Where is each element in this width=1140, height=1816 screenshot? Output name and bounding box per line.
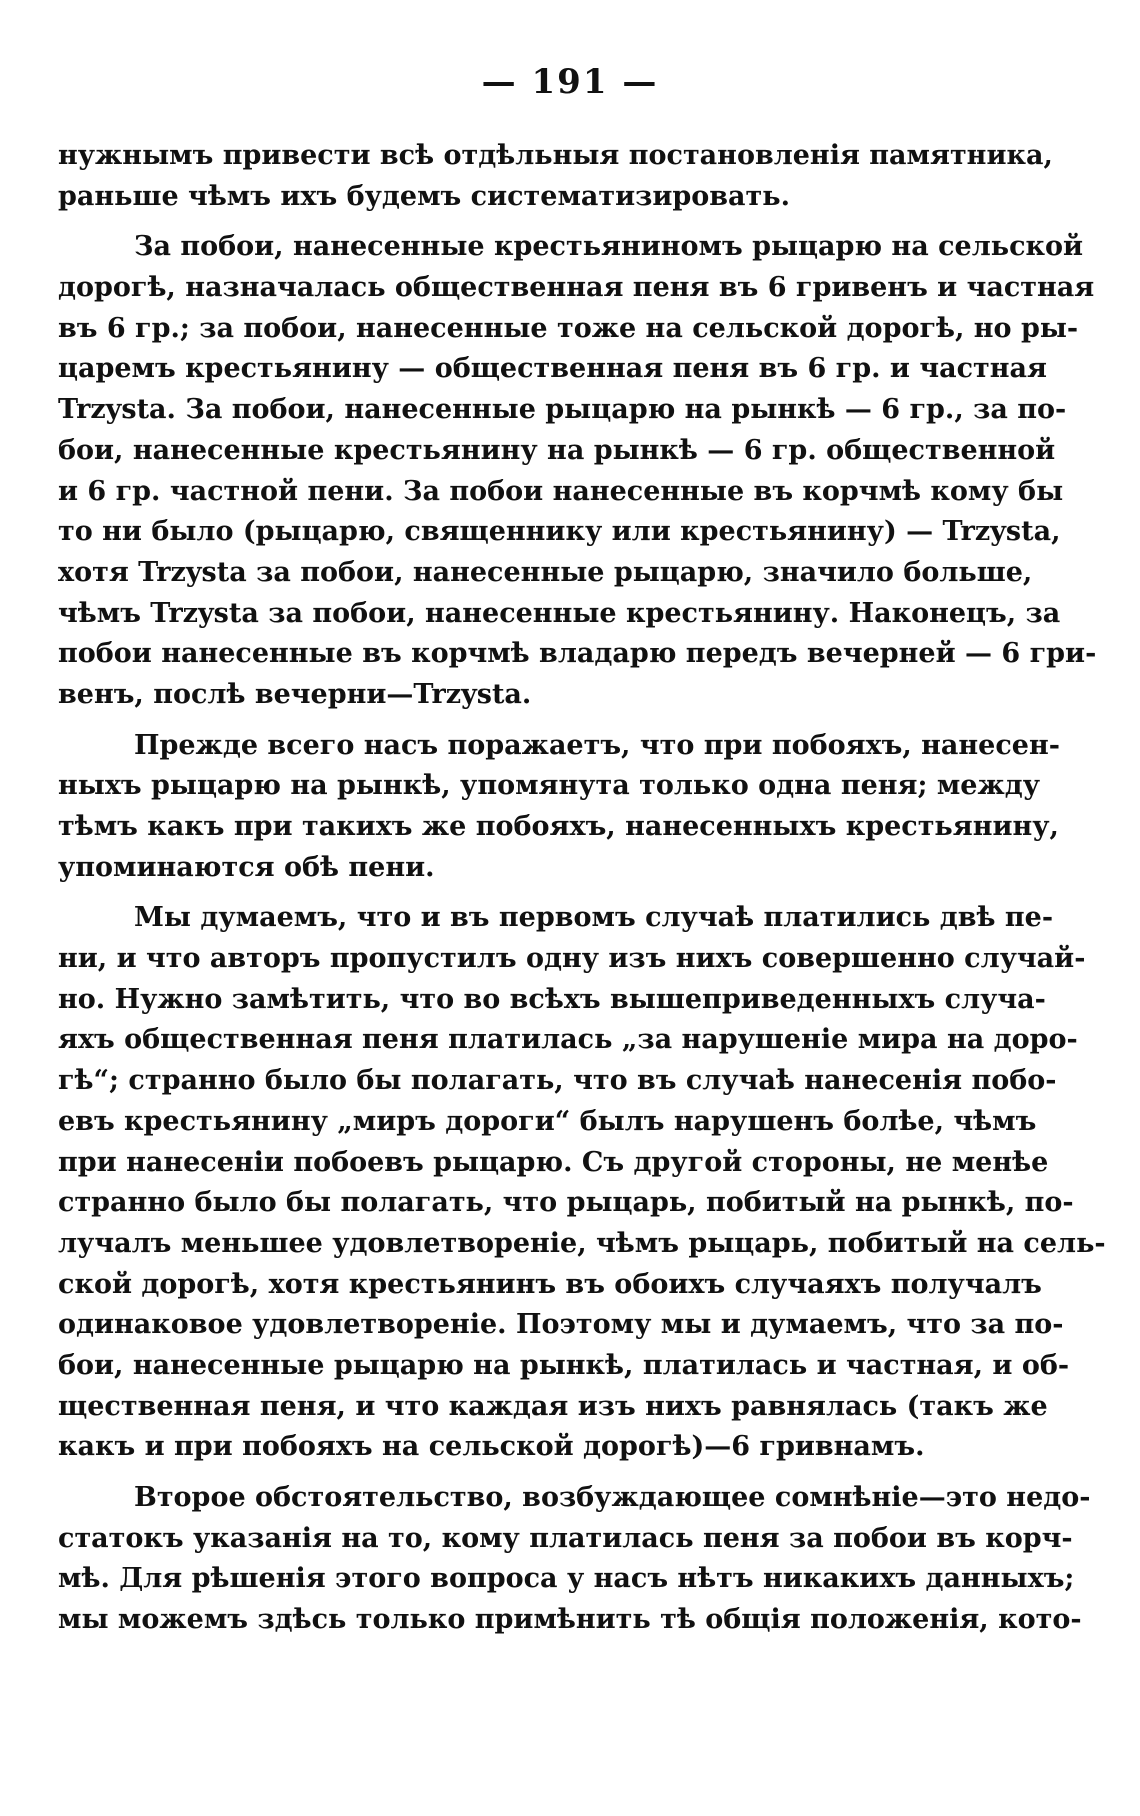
- text-line: но. Нужно замѣтить, что во всѣхъ вышеприведенныхъ случа-: [58, 983, 1046, 1015]
- paragraph-gap: [58, 716, 978, 726]
- text-line: въ 6 гр.; за побои, нанесенные тоже на сельской дорогѣ, но ры-: [58, 312, 1079, 344]
- text-line: мы можемъ здѣсь только примѣнить тѣ общія положенія, кото-: [58, 1604, 1082, 1636]
- paragraph: [58, 898, 1106, 1468]
- paragraph: [58, 136, 1053, 217]
- text-line: гѣ“; странно было бы полагать, что въ случаѣ нанесенія побо-: [58, 1065, 1057, 1097]
- text-line: тѣмъ какъ при такихъ же побояхъ, нанесенныхъ крестьянину,: [58, 811, 1059, 842]
- text-line: За побои, нанесенные крестьяниномъ рыцарю на сельской: [134, 231, 1084, 263]
- text-line: то ни было (рыцарю, священнику или крестьянину) — Trzysta,: [58, 516, 1061, 548]
- text-line: Второе обстоятельство, возбуждающее сомнѣніе—это недо-: [134, 1482, 1091, 1513]
- text-line: ныхъ рыцарю на рынкѣ, упомянута только одна пеня; между: [58, 770, 1041, 802]
- text-line: бои, нанесенные рыцарю на рынкѣ, платилась и частная, и об-: [58, 1349, 1070, 1381]
- text-line: статокъ указанія на то, кому платилась пеня за побои въ корч-: [58, 1522, 1073, 1554]
- text-line: царемъ крестьянину — общественная пеня въ 6 гр. и частная: [58, 353, 1047, 385]
- paragraph: [58, 227, 1097, 715]
- text-line: венъ, послѣ вечерни—Trzysta.: [58, 678, 532, 710]
- text-line: и 6 гр. частной пени. За побои нанесенные въ корчмѣ кому бы: [58, 475, 1064, 507]
- text-line: Trzysta. За побои, нанесенные рыцарю на рынкѣ — 6 гр., за по-: [58, 394, 1067, 426]
- paragraph-gap: [58, 217, 978, 227]
- text-line: какъ и при побояхъ на сельской дорогѣ)—6 гривнамъ.: [58, 1431, 925, 1463]
- text-line: ни, и что авторъ пропустилъ одну изъ нихъ совершенно случай-: [58, 943, 1086, 975]
- text-line: лучалъ меньшее удовлетвореніе, чѣмъ рыцарь, побитый на сель-: [58, 1227, 1106, 1259]
- text-line: чѣмъ Trzysta за побои, нанесенные крестьянину. Наконецъ, за: [58, 597, 1061, 629]
- text-line: упоминаются обѣ пени.: [58, 851, 435, 883]
- text-line: щественная пеня, и что каждая изъ нихъ равнялась (такъ же: [58, 1390, 1048, 1422]
- text-line: Прежде всего насъ поражаетъ, что при побояхъ, нанесен-: [134, 729, 1060, 761]
- page-number: — 191 —: [481, 62, 659, 102]
- paragraph-gap: [58, 888, 978, 898]
- paragraph: [58, 1478, 1091, 1641]
- text-line: евъ крестьянину „миръ дороги“ былъ нарушенъ болѣе, чѣмъ: [58, 1105, 1037, 1137]
- paragraph: [58, 726, 1060, 889]
- text-line: странно было бы полагать, что рыцарь, побитый на рынкѣ, по-: [58, 1187, 1074, 1219]
- text-line: одинаковое удовлетвореніе. Поэтому мы и думаемъ, что за по-: [58, 1309, 1064, 1341]
- text-line: Мы думаемъ, что и въ первомъ случаѣ платились двѣ пе-: [134, 902, 1054, 934]
- body-text: [58, 136, 1106, 1641]
- text-line: ской дорогѣ, хотя крестьянинъ въ обоихъ случаяхъ получалъ: [58, 1268, 1042, 1300]
- text-line: раньше чѣмъ ихъ будемъ систематизировать.: [58, 180, 791, 212]
- text-line: дорогѣ, назначалась общественная пеня въ 6 гривенъ и частная: [58, 272, 1095, 304]
- text-line: нужнымъ привести всѣ отдѣльныя постановленія памятника,: [58, 140, 1053, 171]
- text-line: побои нанесенные въ корчмѣ владарю передъ вечерней — 6 гри-: [58, 638, 1097, 670]
- text-line: бои, нанесенные крестьянину на рынкѣ — 6 гр. общественной: [58, 434, 1056, 466]
- text-line: хотя Trzysta за побои, нанесенные рыцарю, значило больше,: [58, 556, 1033, 588]
- text-line: при нанесеніи побоевъ рыцарю. Съ другой стороны, не менѣе: [58, 1146, 1049, 1178]
- text-line: яхъ общественная пеня платилась „за нарушеніе мира на доро-: [58, 1024, 1078, 1056]
- paragraph-gap: [58, 1468, 978, 1478]
- text-line: мѣ. Для рѣшенія этого вопроса у насъ нѣтъ никакихъ данныхъ;: [58, 1563, 1075, 1595]
